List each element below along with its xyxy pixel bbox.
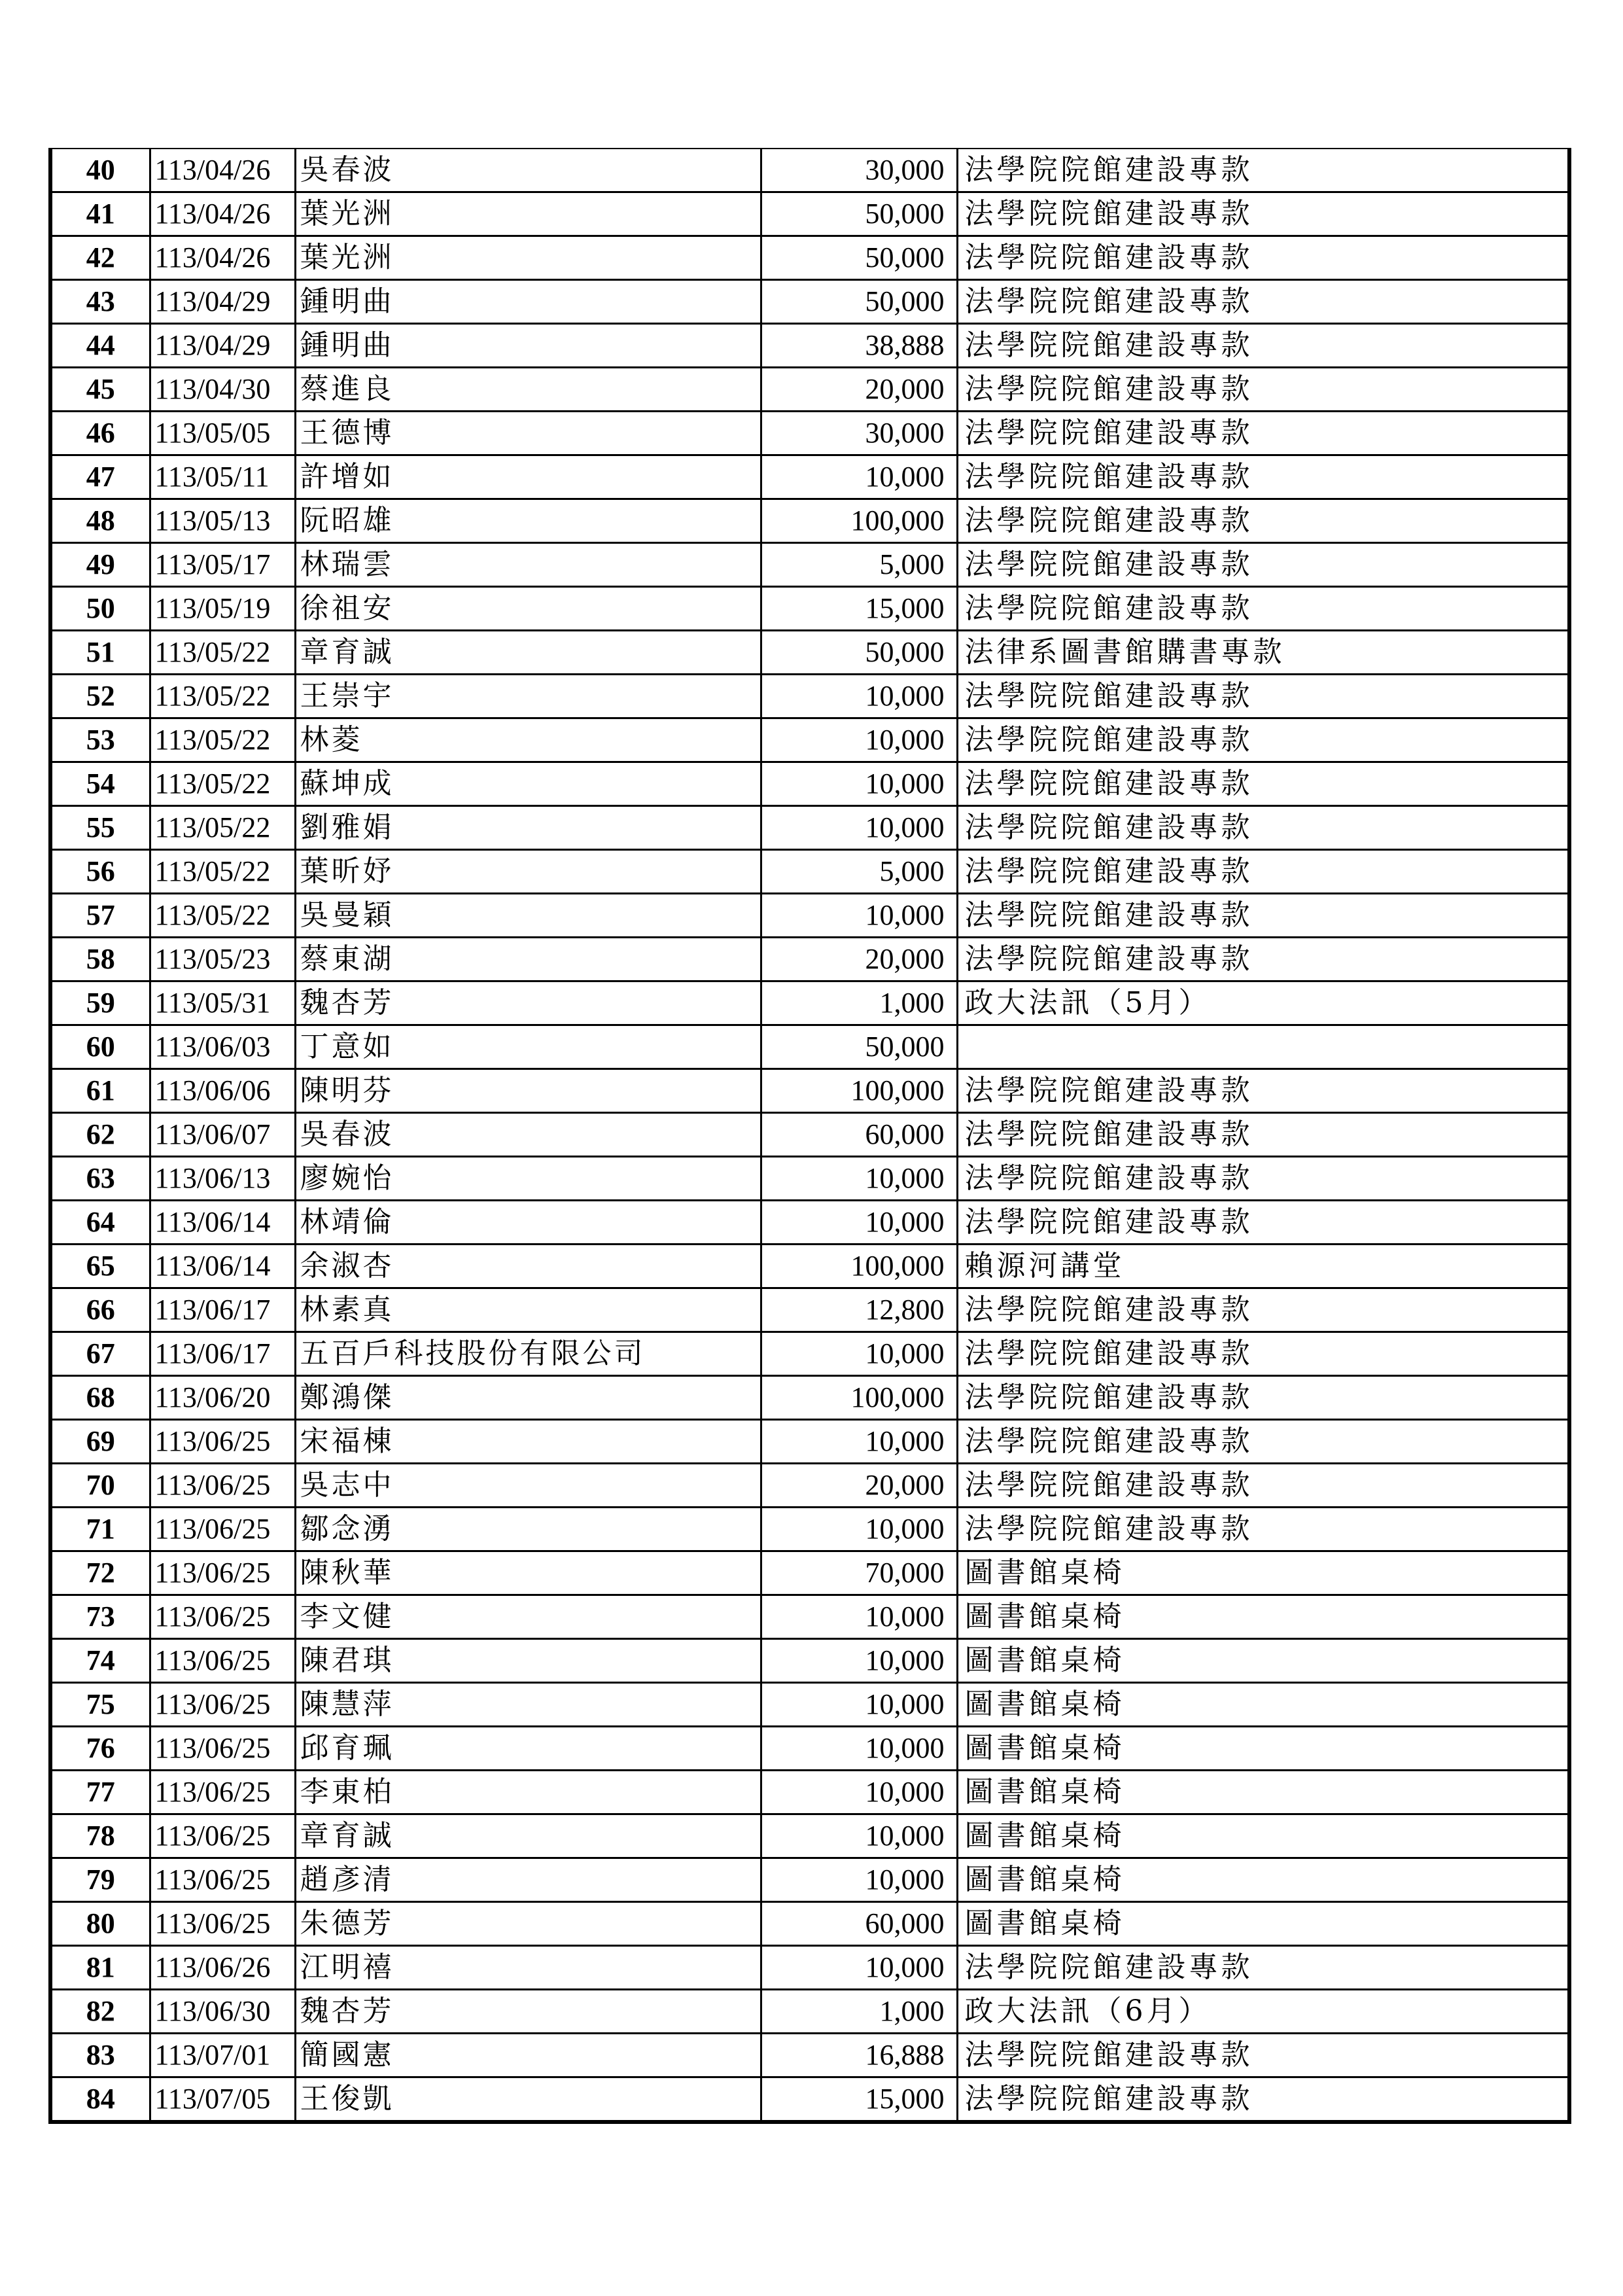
donation-amount: 10,000 xyxy=(761,1858,957,1902)
row-number: 75 xyxy=(50,1683,150,1727)
donation-date: 113/05/19 xyxy=(150,587,295,631)
donation-purpose: 法學院院館建設專款 xyxy=(957,1508,1569,1551)
donation-purpose: 法學院院館建設專款 xyxy=(957,368,1569,412)
donation-date: 113/06/17 xyxy=(150,1288,295,1332)
donation-amount: 38,888 xyxy=(761,324,957,368)
donation-date: 113/06/07 xyxy=(150,1113,295,1157)
donor-name: 魏杏芳 xyxy=(295,981,761,1025)
donation-amount: 10,000 xyxy=(761,1420,957,1464)
donation-table xyxy=(48,148,1571,2124)
donor-name: 葉光洲 xyxy=(295,192,761,236)
donation-date: 113/05/22 xyxy=(150,806,295,850)
donation-date: 113/06/17 xyxy=(150,1332,295,1376)
table-row xyxy=(50,368,1569,412)
donation-amount: 10,000 xyxy=(761,806,957,850)
donation-amount: 50,000 xyxy=(761,192,957,236)
table-row xyxy=(50,543,1569,587)
donor-name: 鍾明曲 xyxy=(295,280,761,324)
donor-name: 蘇坤成 xyxy=(295,762,761,806)
donor-name: 魏杏芳 xyxy=(295,1990,761,2034)
donor-name: 鄭鴻傑 xyxy=(295,1376,761,1420)
donation-purpose: 法學院院館建設專款 xyxy=(957,324,1569,368)
donation-purpose: 圖書館桌椅 xyxy=(957,1551,1569,1595)
donation-amount: 10,000 xyxy=(761,675,957,718)
donation-date: 113/06/26 xyxy=(150,1946,295,1990)
table-row xyxy=(50,455,1569,499)
donor-name: 陳君琪 xyxy=(295,1639,761,1683)
donation-date: 113/04/29 xyxy=(150,280,295,324)
donor-name: 蔡進良 xyxy=(295,368,761,412)
row-number: 73 xyxy=(50,1595,150,1639)
table-row xyxy=(50,1595,1569,1639)
row-number: 83 xyxy=(50,2034,150,2077)
row-number: 72 xyxy=(50,1551,150,1595)
donation-purpose: 圖書館桌椅 xyxy=(957,1727,1569,1771)
donation-purpose: 法學院院館建設專款 xyxy=(957,455,1569,499)
donation-amount: 12,800 xyxy=(761,1288,957,1332)
row-number: 55 xyxy=(50,806,150,850)
donation-purpose: 法學院院館建設專款 xyxy=(957,1113,1569,1157)
donation-date: 113/06/03 xyxy=(150,1025,295,1069)
row-number: 52 xyxy=(50,675,150,718)
row-number: 76 xyxy=(50,1727,150,1771)
donation-purpose: 法學院院館建設專款 xyxy=(957,1069,1569,1113)
donation-purpose: 法學院院館建設專款 xyxy=(957,543,1569,587)
table-row xyxy=(50,1157,1569,1201)
donation-amount: 10,000 xyxy=(761,718,957,762)
donation-amount: 50,000 xyxy=(761,631,957,675)
row-number: 57 xyxy=(50,894,150,938)
row-number: 62 xyxy=(50,1113,150,1157)
donor-name: 邱育珮 xyxy=(295,1727,761,1771)
table-row xyxy=(50,1201,1569,1245)
donation-amount: 10,000 xyxy=(761,455,957,499)
donation-date: 113/04/30 xyxy=(150,368,295,412)
donation-date: 113/06/25 xyxy=(150,1551,295,1595)
donation-date: 113/06/25 xyxy=(150,1639,295,1683)
donation-purpose: 法學院院館建設專款 xyxy=(957,192,1569,236)
donation-date: 113/06/25 xyxy=(150,1420,295,1464)
donation-date: 113/06/14 xyxy=(150,1201,295,1245)
donation-purpose xyxy=(957,1025,1569,1069)
donation-purpose: 法學院院館建設專款 xyxy=(957,718,1569,762)
donation-amount: 10,000 xyxy=(761,1771,957,1814)
row-number: 63 xyxy=(50,1157,150,1201)
row-number: 65 xyxy=(50,1245,150,1288)
table-row xyxy=(50,1639,1569,1683)
donation-date: 113/06/30 xyxy=(150,1990,295,2034)
donation-date: 113/06/20 xyxy=(150,1376,295,1420)
donor-name: 王德博 xyxy=(295,412,761,455)
row-number: 70 xyxy=(50,1464,150,1508)
donation-date: 113/06/25 xyxy=(150,1464,295,1508)
donation-amount: 10,000 xyxy=(761,1201,957,1245)
donation-date: 113/06/25 xyxy=(150,1683,295,1727)
row-number: 41 xyxy=(50,192,150,236)
donation-amount: 10,000 xyxy=(761,762,957,806)
donation-purpose: 法學院院館建設專款 xyxy=(957,938,1569,981)
row-number: 77 xyxy=(50,1771,150,1814)
donation-amount: 20,000 xyxy=(761,368,957,412)
donation-purpose: 法律系圖書館購書專款 xyxy=(957,631,1569,675)
table-row xyxy=(50,499,1569,543)
donation-purpose: 圖書館桌椅 xyxy=(957,1858,1569,1902)
table-row xyxy=(50,1727,1569,1771)
donor-name: 王俊凱 xyxy=(295,2077,761,2123)
donor-name: 吳曼穎 xyxy=(295,894,761,938)
donor-name: 葉昕妤 xyxy=(295,850,761,894)
donation-date: 113/05/22 xyxy=(150,631,295,675)
table-row xyxy=(50,1814,1569,1858)
row-number: 69 xyxy=(50,1420,150,1464)
donation-purpose: 法學院院館建設專款 xyxy=(957,675,1569,718)
donation-date: 113/05/13 xyxy=(150,499,295,543)
donation-date: 113/06/25 xyxy=(150,1858,295,1902)
donation-amount: 50,000 xyxy=(761,280,957,324)
row-number: 46 xyxy=(50,412,150,455)
row-number: 48 xyxy=(50,499,150,543)
row-number: 49 xyxy=(50,543,150,587)
row-number: 79 xyxy=(50,1858,150,1902)
donation-purpose: 法學院院館建設專款 xyxy=(957,236,1569,280)
donation-amount: 20,000 xyxy=(761,1464,957,1508)
donation-purpose: 法學院院館建設專款 xyxy=(957,1376,1569,1420)
donation-date: 113/06/25 xyxy=(150,1902,295,1946)
row-number: 50 xyxy=(50,587,150,631)
donation-amount: 100,000 xyxy=(761,499,957,543)
donation-purpose: 圖書館桌椅 xyxy=(957,1639,1569,1683)
donor-name: 簡國憲 xyxy=(295,2034,761,2077)
donation-amount: 10,000 xyxy=(761,1508,957,1551)
row-number: 84 xyxy=(50,2077,150,2123)
donor-name: 廖婉怡 xyxy=(295,1157,761,1201)
donor-name: 阮昭雄 xyxy=(295,499,761,543)
donation-table-body xyxy=(50,149,1569,2122)
row-number: 43 xyxy=(50,280,150,324)
donor-name: 李東柏 xyxy=(295,1771,761,1814)
donor-name: 劉雅娟 xyxy=(295,806,761,850)
table-row xyxy=(50,1858,1569,1902)
donation-amount: 100,000 xyxy=(761,1245,957,1288)
donation-purpose: 法學院院館建設專款 xyxy=(957,587,1569,631)
donation-date: 113/05/17 xyxy=(150,543,295,587)
donation-amount: 10,000 xyxy=(761,1639,957,1683)
donation-purpose: 法學院院館建設專款 xyxy=(957,499,1569,543)
table-row xyxy=(50,1332,1569,1376)
donation-date: 113/05/22 xyxy=(150,675,295,718)
donor-name: 朱德芳 xyxy=(295,1902,761,1946)
donation-date: 113/06/25 xyxy=(150,1727,295,1771)
donation-date: 113/06/25 xyxy=(150,1814,295,1858)
row-number: 40 xyxy=(50,149,150,192)
row-number: 60 xyxy=(50,1025,150,1069)
donation-purpose: 法學院院館建設專款 xyxy=(957,2077,1569,2123)
row-number: 42 xyxy=(50,236,150,280)
donation-amount: 10,000 xyxy=(761,894,957,938)
row-number: 58 xyxy=(50,938,150,981)
donation-date: 113/04/26 xyxy=(150,149,295,192)
donation-amount: 100,000 xyxy=(761,1376,957,1420)
donor-name: 章育誠 xyxy=(295,1814,761,1858)
row-number: 74 xyxy=(50,1639,150,1683)
donation-purpose: 法學院院館建設專款 xyxy=(957,2034,1569,2077)
donation-amount: 10,000 xyxy=(761,1946,957,1990)
donor-name: 章育誠 xyxy=(295,631,761,675)
donation-amount: 1,000 xyxy=(761,1990,957,2034)
donation-purpose: 法學院院館建設專款 xyxy=(957,1332,1569,1376)
donor-name: 吳春波 xyxy=(295,149,761,192)
donation-amount: 60,000 xyxy=(761,1113,957,1157)
donation-amount: 100,000 xyxy=(761,1069,957,1113)
donation-amount: 70,000 xyxy=(761,1551,957,1595)
donor-name: 趙彥清 xyxy=(295,1858,761,1902)
table-row xyxy=(50,280,1569,324)
table-row xyxy=(50,1069,1569,1113)
table-row xyxy=(50,2034,1569,2077)
donor-name: 蔡東湖 xyxy=(295,938,761,981)
table-row xyxy=(50,1902,1569,1946)
row-number: 51 xyxy=(50,631,150,675)
donation-purpose: 法學院院館建設專款 xyxy=(957,762,1569,806)
table-row xyxy=(50,631,1569,675)
donation-amount: 10,000 xyxy=(761,1727,957,1771)
donation-purpose: 圖書館桌椅 xyxy=(957,1814,1569,1858)
table-row xyxy=(50,149,1569,192)
donation-date: 113/05/05 xyxy=(150,412,295,455)
row-number: 61 xyxy=(50,1069,150,1113)
donation-purpose: 政大法訊（5月） xyxy=(957,981,1569,1025)
donation-date: 113/06/14 xyxy=(150,1245,295,1288)
donor-name: 丁意如 xyxy=(295,1025,761,1069)
donor-name: 林菱 xyxy=(295,718,761,762)
donation-purpose: 法學院院館建設專款 xyxy=(957,850,1569,894)
donation-purpose: 賴源河講堂 xyxy=(957,1245,1569,1288)
donation-amount: 15,000 xyxy=(761,587,957,631)
donation-purpose: 圖書館桌椅 xyxy=(957,1902,1569,1946)
table-row xyxy=(50,192,1569,236)
donation-purpose: 法學院院館建設專款 xyxy=(957,806,1569,850)
donor-name: 林靖倫 xyxy=(295,1201,761,1245)
donor-name: 吳志中 xyxy=(295,1464,761,1508)
donation-purpose: 法學院院館建設專款 xyxy=(957,1157,1569,1201)
donor-name: 余淑杏 xyxy=(295,1245,761,1288)
donation-amount: 16,888 xyxy=(761,2034,957,2077)
row-number: 66 xyxy=(50,1288,150,1332)
table-row xyxy=(50,938,1569,981)
table-row xyxy=(50,1508,1569,1551)
row-number: 54 xyxy=(50,762,150,806)
donation-amount: 5,000 xyxy=(761,850,957,894)
donation-purpose: 法學院院館建設專款 xyxy=(957,149,1569,192)
table-row xyxy=(50,981,1569,1025)
table-row xyxy=(50,894,1569,938)
donation-amount: 50,000 xyxy=(761,236,957,280)
donation-date: 113/05/31 xyxy=(150,981,295,1025)
donation-date: 113/05/22 xyxy=(150,718,295,762)
donation-date: 113/07/05 xyxy=(150,2077,295,2123)
donation-purpose: 法學院院館建設專款 xyxy=(957,1201,1569,1245)
table-row xyxy=(50,1990,1569,2034)
row-number: 64 xyxy=(50,1201,150,1245)
table-row xyxy=(50,412,1569,455)
donation-date: 113/05/22 xyxy=(150,762,295,806)
donation-purpose: 法學院院館建設專款 xyxy=(957,280,1569,324)
donation-date: 113/04/26 xyxy=(150,192,295,236)
donation-amount: 10,000 xyxy=(761,1814,957,1858)
donation-amount: 10,000 xyxy=(761,1595,957,1639)
donation-amount: 60,000 xyxy=(761,1902,957,1946)
donation-amount: 30,000 xyxy=(761,149,957,192)
table-row xyxy=(50,2077,1569,2123)
table-row xyxy=(50,1245,1569,1288)
donor-name: 鄒念湧 xyxy=(295,1508,761,1551)
row-number: 81 xyxy=(50,1946,150,1990)
donation-amount: 20,000 xyxy=(761,938,957,981)
table-row xyxy=(50,587,1569,631)
donor-name: 陳秋華 xyxy=(295,1551,761,1595)
row-number: 67 xyxy=(50,1332,150,1376)
row-number: 47 xyxy=(50,455,150,499)
table-row xyxy=(50,1771,1569,1814)
table-row xyxy=(50,1946,1569,1990)
donor-name: 陳明芬 xyxy=(295,1069,761,1113)
row-number: 68 xyxy=(50,1376,150,1420)
donation-date: 113/07/01 xyxy=(150,2034,295,2077)
donation-purpose: 圖書館桌椅 xyxy=(957,1683,1569,1727)
donation-amount: 1,000 xyxy=(761,981,957,1025)
table-row xyxy=(50,1464,1569,1508)
donation-date: 113/05/11 xyxy=(150,455,295,499)
donation-amount: 15,000 xyxy=(761,2077,957,2123)
donor-name: 五百戶科技股份有限公司 xyxy=(295,1332,761,1376)
donation-purpose: 政大法訊（6月） xyxy=(957,1990,1569,2034)
table-row xyxy=(50,718,1569,762)
table-row xyxy=(50,806,1569,850)
table-row xyxy=(50,1420,1569,1464)
donation-amount: 10,000 xyxy=(761,1332,957,1376)
donation-amount: 5,000 xyxy=(761,543,957,587)
row-number: 71 xyxy=(50,1508,150,1551)
donor-name: 江明禧 xyxy=(295,1946,761,1990)
row-number: 45 xyxy=(50,368,150,412)
row-number: 82 xyxy=(50,1990,150,2034)
donor-name: 陳慧萍 xyxy=(295,1683,761,1727)
donation-purpose: 法學院院館建設專款 xyxy=(957,412,1569,455)
donation-date: 113/04/29 xyxy=(150,324,295,368)
table-row xyxy=(50,1025,1569,1069)
donation-amount: 50,000 xyxy=(761,1025,957,1069)
donation-amount: 10,000 xyxy=(761,1683,957,1727)
donation-amount: 10,000 xyxy=(761,1157,957,1201)
donor-name: 葉光洲 xyxy=(295,236,761,280)
donation-date: 113/06/25 xyxy=(150,1771,295,1814)
donation-purpose: 法學院院館建設專款 xyxy=(957,894,1569,938)
donation-purpose: 法學院院館建設專款 xyxy=(957,1420,1569,1464)
row-number: 56 xyxy=(50,850,150,894)
donation-date: 113/06/13 xyxy=(150,1157,295,1201)
table-row xyxy=(50,1376,1569,1420)
row-number: 59 xyxy=(50,981,150,1025)
donor-name: 林瑞雲 xyxy=(295,543,761,587)
row-number: 78 xyxy=(50,1814,150,1858)
donor-name: 宋福棟 xyxy=(295,1420,761,1464)
donor-name: 鍾明曲 xyxy=(295,324,761,368)
donation-date: 113/04/26 xyxy=(150,236,295,280)
donation-amount: 30,000 xyxy=(761,412,957,455)
donation-date: 113/05/22 xyxy=(150,850,295,894)
table-row xyxy=(50,850,1569,894)
row-number: 44 xyxy=(50,324,150,368)
table-row xyxy=(50,324,1569,368)
donation-purpose: 法學院院館建設專款 xyxy=(957,1288,1569,1332)
table-row xyxy=(50,762,1569,806)
donation-date: 113/06/25 xyxy=(150,1595,295,1639)
donor-name: 李文健 xyxy=(295,1595,761,1639)
donation-date: 113/06/25 xyxy=(150,1508,295,1551)
table-row xyxy=(50,1288,1569,1332)
donor-name: 王崇宇 xyxy=(295,675,761,718)
donation-date: 113/06/06 xyxy=(150,1069,295,1113)
donation-purpose: 法學院院館建設專款 xyxy=(957,1946,1569,1990)
row-number: 53 xyxy=(50,718,150,762)
donation-date: 113/05/23 xyxy=(150,938,295,981)
donation-purpose: 圖書館桌椅 xyxy=(957,1771,1569,1814)
row-number: 80 xyxy=(50,1902,150,1946)
donor-name: 徐祖安 xyxy=(295,587,761,631)
donor-name: 林素真 xyxy=(295,1288,761,1332)
table-row xyxy=(50,1551,1569,1595)
donation-purpose: 圖書館桌椅 xyxy=(957,1595,1569,1639)
table-row xyxy=(50,236,1569,280)
table-row xyxy=(50,675,1569,718)
donation-purpose: 法學院院館建設專款 xyxy=(957,1464,1569,1508)
donation-date: 113/05/22 xyxy=(150,894,295,938)
donor-name: 許增如 xyxy=(295,455,761,499)
donor-name: 吳春波 xyxy=(295,1113,761,1157)
table-row xyxy=(50,1113,1569,1157)
table-row xyxy=(50,1683,1569,1727)
